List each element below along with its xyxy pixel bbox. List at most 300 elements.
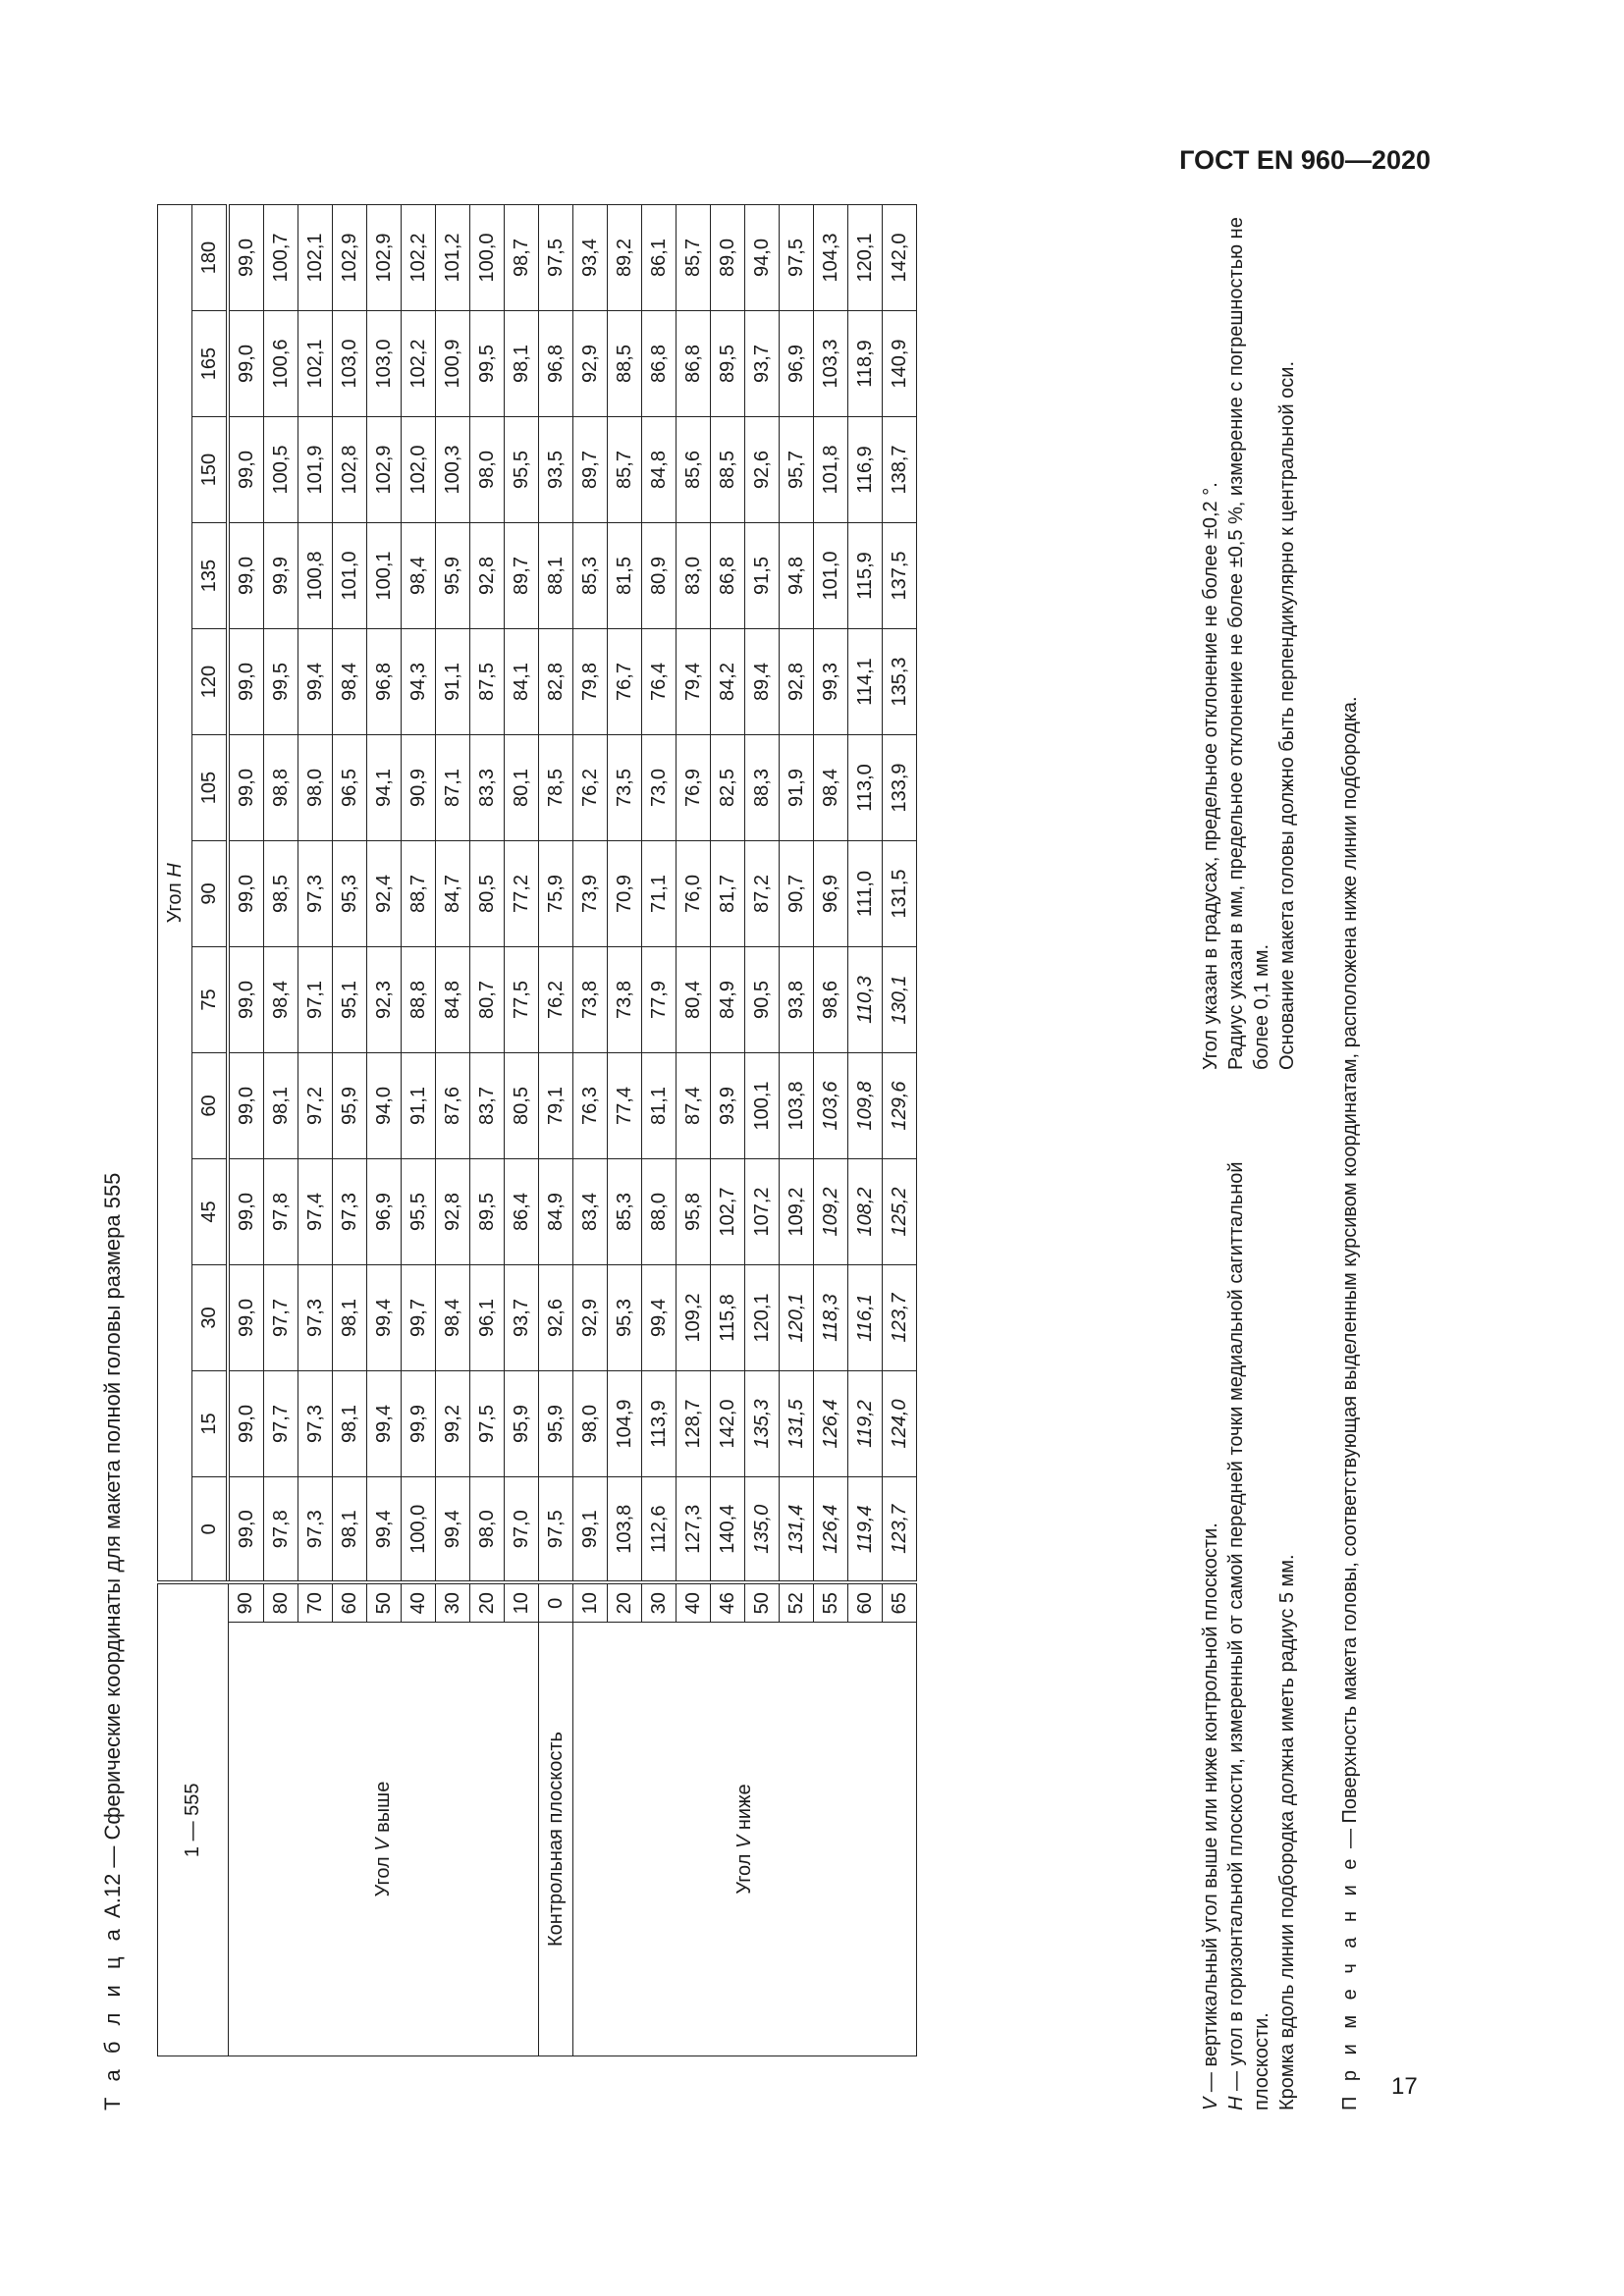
value-cell: 99,7 bbox=[402, 1265, 436, 1371]
v-value-cell: 52 bbox=[780, 1583, 814, 1623]
h-angle-header bbox=[158, 205, 192, 1583]
value-cell: 88,7 bbox=[402, 841, 436, 947]
note-edge: Кромка вдоль линии подбородка должна иметь радиус 5 мм. bbox=[1276, 1554, 1298, 2110]
value-cell: 83,7 bbox=[470, 1053, 505, 1159]
v-value-cell: 70 bbox=[298, 1583, 333, 1623]
v-value-cell: 80 bbox=[264, 1583, 298, 1623]
v-value-cell: 65 bbox=[883, 1583, 917, 1623]
h-value-header: 15 bbox=[192, 1371, 229, 1477]
v-value-cell: 60 bbox=[848, 1583, 883, 1623]
value-cell: 95,3 bbox=[608, 1265, 642, 1371]
note-angle: Угол указан в градусах, предельное отклонение не более ±0,2 °. bbox=[1200, 482, 1221, 1070]
value-cell: 97,3 bbox=[298, 1477, 333, 1583]
v-below-group bbox=[573, 1623, 917, 2056]
final-note-text: — Поверхность макета головы, соответствующая выделенным курсивом координатам, расположена ниже линии подбородка. bbox=[1339, 696, 1361, 1854]
value-cell: 77,2 bbox=[505, 841, 539, 947]
value-cell: 94,8 bbox=[780, 523, 814, 629]
value-cell: 102,1 bbox=[298, 205, 333, 311]
value-cell: 76,3 bbox=[573, 1053, 608, 1159]
value-cell: 84,1 bbox=[505, 629, 539, 735]
value-cell: 111,0 bbox=[848, 841, 883, 947]
value-cell: 102,9 bbox=[367, 205, 402, 311]
value-cell: 124,0 bbox=[883, 1371, 917, 1477]
value-cell: 102,9 bbox=[367, 417, 402, 523]
value-cell: 99,9 bbox=[402, 1371, 436, 1477]
value-cell: 97,5 bbox=[539, 1477, 573, 1583]
value-cell: 99,0 bbox=[228, 629, 264, 735]
value-cell: 98,0 bbox=[470, 1477, 505, 1583]
value-cell: 98,4 bbox=[402, 523, 436, 629]
value-cell: 96,9 bbox=[814, 841, 848, 947]
v-value-cell: 40 bbox=[402, 1583, 436, 1623]
value-cell: 80,5 bbox=[470, 841, 505, 947]
value-cell: 92,9 bbox=[573, 311, 608, 417]
value-cell: 120,1 bbox=[780, 1265, 814, 1371]
v-below-post: ниже bbox=[733, 1784, 755, 1836]
note-h bbox=[1223, 1099, 1274, 2110]
value-cell: 92,8 bbox=[470, 523, 505, 629]
h-value-header: 150 bbox=[192, 417, 229, 523]
note-v bbox=[1198, 1099, 1223, 2110]
value-cell: 118,3 bbox=[814, 1265, 848, 1371]
value-cell: 101,8 bbox=[814, 417, 848, 523]
value-cell: 95,1 bbox=[333, 947, 367, 1053]
document-code: ГОСТ EN 960—2020 bbox=[1179, 145, 1431, 175]
value-cell: 93,8 bbox=[780, 947, 814, 1053]
value-cell: 86,4 bbox=[505, 1159, 539, 1265]
value-cell: 91,1 bbox=[436, 629, 470, 735]
value-cell: 99,0 bbox=[228, 1477, 264, 1583]
value-cell: 113,0 bbox=[848, 735, 883, 841]
value-cell: 84,9 bbox=[711, 947, 745, 1053]
value-cell: 88,5 bbox=[608, 311, 642, 417]
value-cell: 103,3 bbox=[814, 311, 848, 417]
value-cell: 97,3 bbox=[333, 1159, 367, 1265]
value-cell: 98,0 bbox=[298, 735, 333, 841]
value-cell: 120,1 bbox=[848, 205, 883, 311]
v-value-cell: 10 bbox=[505, 1583, 539, 1623]
value-cell: 97,5 bbox=[470, 1371, 505, 1477]
value-cell: 96,9 bbox=[780, 311, 814, 417]
value-cell: 95,5 bbox=[505, 417, 539, 523]
h-value-header: 165 bbox=[192, 311, 229, 417]
value-cell: 85,3 bbox=[608, 1159, 642, 1265]
notes-left bbox=[1198, 1099, 1300, 2110]
final-note bbox=[1339, 696, 1362, 2110]
value-cell: 101,0 bbox=[333, 523, 367, 629]
value-cell: 85,3 bbox=[573, 523, 608, 629]
value-cell: 98,1 bbox=[333, 1477, 367, 1583]
value-cell: 76,4 bbox=[642, 629, 677, 735]
note-v-text: — вертикальный угол выше или ниже контрольной плоскости. bbox=[1200, 1522, 1221, 2098]
value-cell: 125,2 bbox=[883, 1159, 917, 1265]
v-above-post: выше bbox=[371, 1781, 394, 1839]
value-cell: 113,9 bbox=[642, 1371, 677, 1477]
value-cell: 87,1 bbox=[436, 735, 470, 841]
table-row bbox=[539, 205, 573, 2056]
v-value-cell: 0 bbox=[539, 1583, 573, 1623]
value-cell: 99,4 bbox=[436, 1477, 470, 1583]
h-value-header: 135 bbox=[192, 523, 229, 629]
value-cell: 97,7 bbox=[264, 1371, 298, 1477]
value-cell: 137,5 bbox=[883, 523, 917, 629]
value-cell: 86,8 bbox=[711, 523, 745, 629]
value-cell: 93,5 bbox=[539, 417, 573, 523]
value-cell: 99,0 bbox=[228, 841, 264, 947]
value-cell: 133,9 bbox=[883, 735, 917, 841]
value-cell: 98,7 bbox=[505, 205, 539, 311]
value-cell: 98,0 bbox=[470, 417, 505, 523]
v-below-pre: Угол bbox=[733, 1848, 755, 1895]
page-number: 17 bbox=[1391, 2073, 1418, 2100]
value-cell: 126,4 bbox=[814, 1477, 848, 1583]
value-cell: 76,0 bbox=[677, 841, 711, 947]
value-cell: 98,5 bbox=[264, 841, 298, 947]
value-cell: 99,4 bbox=[367, 1477, 402, 1583]
value-cell: 135,0 bbox=[745, 1477, 780, 1583]
h-value-header: 105 bbox=[192, 735, 229, 841]
value-cell: 95,3 bbox=[333, 841, 367, 947]
value-cell: 87,5 bbox=[470, 629, 505, 735]
value-cell: 82,8 bbox=[539, 629, 573, 735]
value-cell: 100,0 bbox=[470, 205, 505, 311]
note-h-text: — угол в горизонтальной плоскости, измеренный от самой передней точки медиальной сагиттальной плоскости. bbox=[1225, 1161, 1272, 2110]
value-cell: 79,1 bbox=[539, 1053, 573, 1159]
value-cell: 77,4 bbox=[608, 1053, 642, 1159]
value-cell: 73,8 bbox=[608, 947, 642, 1053]
value-cell: 84,9 bbox=[539, 1159, 573, 1265]
value-cell: 99,4 bbox=[367, 1371, 402, 1477]
h-value-header: 120 bbox=[192, 629, 229, 735]
value-cell: 99,4 bbox=[642, 1265, 677, 1371]
value-cell: 102,2 bbox=[402, 311, 436, 417]
value-cell: 88,3 bbox=[745, 735, 780, 841]
rotated-content bbox=[100, 49, 1475, 2110]
value-cell: 88,1 bbox=[539, 523, 573, 629]
value-cell: 80,1 bbox=[505, 735, 539, 841]
value-cell: 101,2 bbox=[436, 205, 470, 311]
value-cell: 95,9 bbox=[333, 1053, 367, 1159]
v-value-cell: 55 bbox=[814, 1583, 848, 1623]
value-cell: 101,0 bbox=[814, 523, 848, 629]
value-cell: 93,4 bbox=[573, 205, 608, 311]
value-cell: 107,2 bbox=[745, 1159, 780, 1265]
value-cell: 89,2 bbox=[608, 205, 642, 311]
value-cell: 90,9 bbox=[402, 735, 436, 841]
h-angle-var: H bbox=[163, 863, 186, 878]
value-cell: 123,7 bbox=[883, 1265, 917, 1371]
value-cell: 85,6 bbox=[677, 417, 711, 523]
value-cell: 114,1 bbox=[848, 629, 883, 735]
v-value-cell: 90 bbox=[228, 1583, 264, 1623]
value-cell: 115,8 bbox=[711, 1265, 745, 1371]
v-above-pre: Угол bbox=[371, 1850, 394, 1897]
value-cell: 97,7 bbox=[264, 1265, 298, 1371]
value-cell: 129,6 bbox=[883, 1053, 917, 1159]
value-cell: 84,8 bbox=[642, 417, 677, 523]
value-cell: 99,0 bbox=[228, 205, 264, 311]
value-cell: 80,4 bbox=[677, 947, 711, 1053]
value-cell: 97,3 bbox=[298, 1371, 333, 1477]
value-cell: 91,9 bbox=[780, 735, 814, 841]
value-cell: 102,0 bbox=[402, 417, 436, 523]
value-cell: 81,5 bbox=[608, 523, 642, 629]
value-cell: 90,5 bbox=[745, 947, 780, 1053]
value-cell: 99,9 bbox=[264, 523, 298, 629]
value-cell: 95,9 bbox=[539, 1371, 573, 1477]
value-cell: 81,1 bbox=[642, 1053, 677, 1159]
value-cell: 103,8 bbox=[608, 1477, 642, 1583]
value-cell: 109,2 bbox=[780, 1159, 814, 1265]
value-cell: 98,1 bbox=[505, 311, 539, 417]
value-cell: 110,3 bbox=[848, 947, 883, 1053]
value-cell: 98,0 bbox=[573, 1371, 608, 1477]
value-cell: 98,4 bbox=[436, 1265, 470, 1371]
value-cell: 108,2 bbox=[848, 1159, 883, 1265]
value-cell: 88,8 bbox=[402, 947, 436, 1053]
value-cell: 131,5 bbox=[883, 841, 917, 947]
value-cell: 102,8 bbox=[333, 417, 367, 523]
value-cell: 118,9 bbox=[848, 311, 883, 417]
value-cell: 103,0 bbox=[367, 311, 402, 417]
caption-text: А.12 — Сферические координаты для макета полной головы размера 555 bbox=[100, 1172, 125, 1918]
value-cell: 95,5 bbox=[402, 1159, 436, 1265]
table-row bbox=[228, 205, 264, 2056]
value-cell: 99,4 bbox=[298, 629, 333, 735]
value-cell: 100,6 bbox=[264, 311, 298, 417]
value-cell: 83,3 bbox=[470, 735, 505, 841]
value-cell: 94,1 bbox=[367, 735, 402, 841]
h-value-header: 90 bbox=[192, 841, 229, 947]
value-cell: 123,7 bbox=[883, 1477, 917, 1583]
value-cell: 104,3 bbox=[814, 205, 848, 311]
value-cell: 120,1 bbox=[745, 1265, 780, 1371]
value-cell: 86,8 bbox=[677, 311, 711, 417]
value-cell: 76,9 bbox=[677, 735, 711, 841]
value-cell: 100,3 bbox=[436, 417, 470, 523]
note-radius: Радиус указан в мм, предельное отклонение не более ±0,5 %, измерение с погрешностью не более 0,1 мм. bbox=[1225, 217, 1272, 1070]
value-cell: 97,0 bbox=[505, 1477, 539, 1583]
value-cell: 109,8 bbox=[848, 1053, 883, 1159]
h-value-header: 30 bbox=[192, 1265, 229, 1371]
value-cell: 100,9 bbox=[436, 311, 470, 417]
value-cell: 102,1 bbox=[298, 311, 333, 417]
value-cell: 94,3 bbox=[402, 629, 436, 735]
value-cell: 100,5 bbox=[264, 417, 298, 523]
value-cell: 87,2 bbox=[745, 841, 780, 947]
value-cell: 99,4 bbox=[367, 1265, 402, 1371]
value-cell: 109,2 bbox=[814, 1159, 848, 1265]
value-cell: 89,5 bbox=[711, 311, 745, 417]
value-cell: 92,4 bbox=[367, 841, 402, 947]
value-cell: 99,0 bbox=[228, 1371, 264, 1477]
control-plane-label: Контрольная плоскость bbox=[539, 1623, 573, 2056]
value-cell: 142,0 bbox=[883, 205, 917, 311]
value-cell: 142,0 bbox=[711, 1371, 745, 1477]
value-cell: 130,1 bbox=[883, 947, 917, 1053]
value-cell: 95,9 bbox=[436, 523, 470, 629]
value-cell: 85,7 bbox=[608, 417, 642, 523]
value-cell: 115,9 bbox=[848, 523, 883, 629]
value-cell: 73,0 bbox=[642, 735, 677, 841]
value-cell: 92,6 bbox=[539, 1265, 573, 1371]
notes-right bbox=[1198, 177, 1300, 1070]
value-cell: 98,1 bbox=[264, 1053, 298, 1159]
value-cell: 102,2 bbox=[402, 205, 436, 311]
value-cell: 95,8 bbox=[677, 1159, 711, 1265]
v-above-group bbox=[228, 1623, 539, 2056]
final-note-prefix: П р и м е ч а н и е bbox=[1339, 1853, 1361, 2110]
value-cell: 92,8 bbox=[436, 1159, 470, 1265]
value-cell: 85,7 bbox=[677, 205, 711, 311]
value-cell: 98,4 bbox=[814, 735, 848, 841]
v-value-cell: 50 bbox=[367, 1583, 402, 1623]
value-cell: 116,9 bbox=[848, 417, 883, 523]
value-cell: 97,3 bbox=[298, 1265, 333, 1371]
value-cell: 99,0 bbox=[228, 523, 264, 629]
value-cell: 83,4 bbox=[573, 1159, 608, 1265]
value-cell: 128,7 bbox=[677, 1371, 711, 1477]
value-cell: 99,0 bbox=[228, 417, 264, 523]
value-cell: 102,7 bbox=[711, 1159, 745, 1265]
v-below-var: V bbox=[733, 1835, 755, 1849]
value-cell: 93,7 bbox=[505, 1265, 539, 1371]
value-cell: 79,8 bbox=[573, 629, 608, 735]
value-cell: 86,1 bbox=[642, 205, 677, 311]
v-value-cell: 30 bbox=[436, 1583, 470, 1623]
value-cell: 76,2 bbox=[539, 947, 573, 1053]
value-cell: 135,3 bbox=[883, 629, 917, 735]
value-cell: 92,6 bbox=[745, 417, 780, 523]
value-cell: 87,4 bbox=[677, 1053, 711, 1159]
value-cell: 73,5 bbox=[608, 735, 642, 841]
value-cell: 99,0 bbox=[228, 1265, 264, 1371]
value-cell: 79,4 bbox=[677, 629, 711, 735]
value-cell: 89,5 bbox=[470, 1159, 505, 1265]
value-cell: 97,3 bbox=[298, 841, 333, 947]
value-cell: 99,5 bbox=[470, 311, 505, 417]
value-cell: 102,9 bbox=[333, 205, 367, 311]
value-cell: 94,0 bbox=[367, 1053, 402, 1159]
value-cell: 135,3 bbox=[745, 1371, 780, 1477]
value-cell: 87,6 bbox=[436, 1053, 470, 1159]
value-cell: 93,7 bbox=[745, 311, 780, 417]
value-cell: 84,7 bbox=[436, 841, 470, 947]
value-cell: 140,4 bbox=[711, 1477, 745, 1583]
coordinates-table bbox=[157, 204, 917, 2056]
value-cell: 96,5 bbox=[333, 735, 367, 841]
value-cell: 92,9 bbox=[573, 1265, 608, 1371]
note-h-var: H bbox=[1225, 2096, 1247, 2110]
value-cell: 140,9 bbox=[883, 311, 917, 417]
value-cell: 86,8 bbox=[642, 311, 677, 417]
value-cell: 84,8 bbox=[436, 947, 470, 1053]
value-cell: 97,8 bbox=[264, 1159, 298, 1265]
value-cell: 100,1 bbox=[367, 523, 402, 629]
value-cell: 96,8 bbox=[367, 629, 402, 735]
value-cell: 97,4 bbox=[298, 1159, 333, 1265]
v-value-cell: 60 bbox=[333, 1583, 367, 1623]
value-cell: 95,9 bbox=[505, 1371, 539, 1477]
h-angle-pre: Угол bbox=[163, 877, 186, 924]
value-cell: 98,6 bbox=[814, 947, 848, 1053]
value-cell: 138,7 bbox=[883, 417, 917, 523]
value-cell: 97,5 bbox=[780, 205, 814, 311]
value-cell: 92,8 bbox=[780, 629, 814, 735]
v-value-cell: 30 bbox=[642, 1583, 677, 1623]
value-cell: 127,3 bbox=[677, 1477, 711, 1583]
value-cell: 80,5 bbox=[505, 1053, 539, 1159]
table-row bbox=[573, 205, 608, 2056]
table-caption bbox=[100, 1173, 126, 2110]
v-value-cell: 20 bbox=[608, 1583, 642, 1623]
value-cell: 96,8 bbox=[539, 311, 573, 417]
value-cell: 77,9 bbox=[642, 947, 677, 1053]
value-cell: 91,1 bbox=[402, 1053, 436, 1159]
value-cell: 99,0 bbox=[228, 1053, 264, 1159]
value-cell: 71,1 bbox=[642, 841, 677, 947]
value-cell: 89,0 bbox=[711, 205, 745, 311]
value-cell: 100,0 bbox=[402, 1477, 436, 1583]
v-value-cell: 10 bbox=[573, 1583, 608, 1623]
h-value-header: 180 bbox=[192, 205, 229, 311]
value-cell: 82,5 bbox=[711, 735, 745, 841]
value-cell: 131,4 bbox=[780, 1477, 814, 1583]
value-cell: 78,5 bbox=[539, 735, 573, 841]
value-cell: 76,7 bbox=[608, 629, 642, 735]
value-cell: 100,7 bbox=[264, 205, 298, 311]
value-cell: 101,9 bbox=[298, 417, 333, 523]
value-cell: 99,0 bbox=[228, 1159, 264, 1265]
value-cell: 99,5 bbox=[264, 629, 298, 735]
value-cell: 116,1 bbox=[848, 1265, 883, 1371]
value-cell: 73,9 bbox=[573, 841, 608, 947]
value-cell: 126,4 bbox=[814, 1371, 848, 1477]
value-cell: 99,3 bbox=[814, 629, 848, 735]
v-value-cell: 46 bbox=[711, 1583, 745, 1623]
v-above-var: V bbox=[371, 1838, 394, 1851]
caption-prefix: Т а б л и ц а bbox=[100, 1924, 125, 2110]
value-cell: 99,0 bbox=[228, 947, 264, 1053]
corner-header: 1 — 555 bbox=[158, 1583, 229, 2056]
value-cell: 119,2 bbox=[848, 1371, 883, 1477]
value-cell: 99,2 bbox=[436, 1371, 470, 1477]
value-cell: 98,1 bbox=[333, 1265, 367, 1371]
value-cell: 89,7 bbox=[505, 523, 539, 629]
value-cell: 83,0 bbox=[677, 523, 711, 629]
value-cell: 73,8 bbox=[573, 947, 608, 1053]
value-cell: 99,0 bbox=[228, 311, 264, 417]
value-cell: 97,1 bbox=[298, 947, 333, 1053]
value-cell: 77,5 bbox=[505, 947, 539, 1053]
value-cell: 80,9 bbox=[642, 523, 677, 629]
value-cell: 119,4 bbox=[848, 1477, 883, 1583]
value-cell: 103,8 bbox=[780, 1053, 814, 1159]
note-base: Основание макета головы должно быть перпендикулярно к центральной оси. bbox=[1276, 360, 1298, 1070]
value-cell: 97,8 bbox=[264, 1477, 298, 1583]
value-cell: 89,7 bbox=[573, 417, 608, 523]
h-value-header: 60 bbox=[192, 1053, 229, 1159]
value-cell: 103,6 bbox=[814, 1053, 848, 1159]
value-cell: 81,7 bbox=[711, 841, 745, 947]
value-cell: 98,1 bbox=[333, 1371, 367, 1477]
value-cell: 109,2 bbox=[677, 1265, 711, 1371]
value-cell: 112,6 bbox=[642, 1477, 677, 1583]
value-cell: 98,4 bbox=[264, 947, 298, 1053]
value-cell: 98,8 bbox=[264, 735, 298, 841]
h-value-header: 0 bbox=[192, 1477, 229, 1583]
value-cell: 103,0 bbox=[333, 311, 367, 417]
